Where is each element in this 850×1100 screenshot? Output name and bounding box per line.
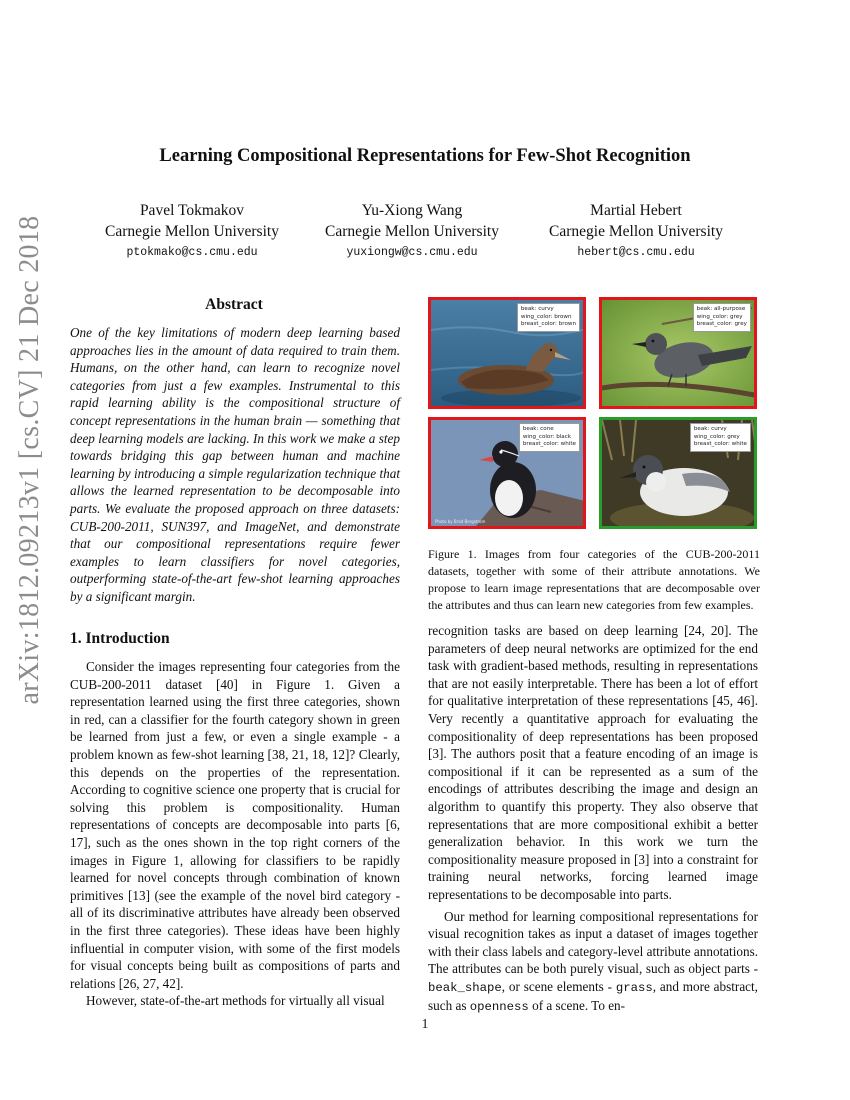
attribute-wing-color: wing_color: grey [693, 433, 740, 440]
attribute-beak: beak: curvy [520, 306, 554, 312]
code-term-openness: openness [469, 1000, 529, 1015]
author-2 [292, 200, 532, 263]
author-3 [516, 200, 756, 263]
right-paragraph-1: recognition tasks are based on deep learning [24, 20]. The parameters of deep neural networks are optimized for the end task with gradient-based methods, resulting in representations that are not easily interpretable. There has been a lot of effort for qualitative interpretation of these representations [45, 46]. Very recently a quantitative approach for evaluating the compositionality of deep representations has been proposed [3]. The authors posit that a feature encoding of an image is compositional if it can be represented as a sum of the encodings of attributes describing the image and design an algorithm to quantify this property. They also observe that representations that are more compositional exhibit a better generalization behavior. In this work we turn the compositionality measure proposed in [3] into a constraint for training neural networks, forcing learned image representations to be decomposable into parts. [428, 623, 758, 902]
attribute-breast-color: breast_color: grey [696, 321, 747, 327]
figure-panel-catbird [599, 297, 757, 409]
attribute-tag [693, 303, 751, 332]
author-1 [72, 200, 312, 263]
attribute-tag [519, 423, 580, 452]
code-term-grass: grass [615, 980, 653, 995]
right-column-body [428, 622, 758, 1017]
attribute-breast-color: breast_color: white [693, 441, 747, 447]
attribute-wing-color: wing_color: black [522, 433, 572, 440]
author-email[interactable]: ptokmako@cs.cmu.edu [126, 246, 258, 259]
attribute-beak: beak: all-purpose [696, 306, 746, 312]
attribute-wing-color: wing_color: brown [520, 313, 572, 320]
abstract-heading: Abstract [205, 296, 263, 313]
attribute-tag [690, 423, 751, 452]
right-paragraph-2 [428, 908, 758, 1018]
text-span: , and more abstract, such as [428, 978, 758, 1014]
code-term-beak-shape: beak_shape [428, 980, 502, 995]
attribute-breast-color: breast_color: white [522, 441, 576, 447]
figure-panel-auklet [428, 417, 586, 529]
author-name: Yu-Xiong Wang [361, 202, 463, 219]
attribute-beak: beak: curvy [693, 426, 727, 432]
author-name: Pavel Tokmakov [139, 202, 245, 219]
attribute-beak: beak: cone [522, 426, 554, 432]
author-name: Martial Hebert [590, 202, 682, 219]
arxiv-id: arXiv:1812.09213v1 [cs.CV] 21 Dec 2018 [14, 215, 45, 705]
figure-1 [428, 297, 760, 533]
photo-credit: Photo by Brad Bergstrom [435, 519, 486, 524]
author-affiliation: Carnegie Mellon University [549, 223, 723, 240]
intro-paragraph-1: Consider the images representing four categories from the CUB-200-2011 dataset [40] in Figure 1. Given a representation learned using the first three categories, shown in red, can a classifier for the fourth category shown in green be learned from just a few, or even a single example - a problem known as few-shot learning [38, 21, 18, 12]? Clearly, this depends on the properties of the representation. According to cognitive science one property that is crucial for solving this problem is compositionality. Human representations of concepts are decomposable into parts [6, 17], such as the ones shown in the top right corners of the images in Figure 1, allowing for classifiers to be rapidly learned for novel concepts through combination of known primitives [13] (see the example of the novel bird category - all of its discriminative attributes have already been observed in the first three categories). These ideas have been highly influential in computer vision, with some of the first models for visual concepts being built as compositions of parts and relations [26, 27, 42]. [70, 659, 400, 991]
intro-heading: 1. Introduction [70, 630, 170, 647]
author-affiliation: Carnegie Mellon University [105, 223, 279, 240]
attribute-tag [517, 303, 580, 332]
left-column-body [70, 658, 400, 1010]
figure-panel-gull [599, 417, 757, 529]
abstract-text: One of the key limitations of modern deep learning based approaches lies in the amount of data required to train them. Humans, on the other hand, can learn to recognize novel categories from just a few examples. Instrumental to this rapid learning ability is the compositional structure of concept representations in the human brain — something that deep learning models are lacking. In this work we make a step towards bridging this gap between human and machine learning by introducing a simple regularization technique that allows the learned representation to be decomposable into parts. We evaluate the proposed approach on three datasets: CUB-200-2011, SUN397, and ImageNet, and demonstrate that our compositional representations require fewer examples to learn classifiers for novel categories, outperforming state-of-the-art few-shot learning approaches by a significant margin. [70, 325, 400, 604]
figure-1-caption: Figure 1. Images from four categories of the CUB-200-2011 datasets, together with some of their attribute annotations. We propose to learn image representations that are decomposable over the attributes and thus can learn new categories from few examples. [428, 547, 760, 612]
intro-paragraph-2: However, state-of-the-art methods for virtually all visual [86, 993, 385, 1009]
text-span: of a scene. To en- [528, 998, 626, 1014]
page-number: 1 [421, 1016, 429, 1031]
attribute-wing-color: wing_color: grey [696, 313, 743, 320]
attribute-breast-color: breast_color: brown [520, 321, 576, 327]
text-span: Our method for learning compositional representations for visual recognition takes as input a dataset of images together with their class labels and category-level attribute annotations. The attributes can be both purely visual, such as object parts - [428, 908, 758, 977]
author-email[interactable]: hebert@cs.cmu.edu [577, 246, 695, 259]
author-affiliation: Carnegie Mellon University [325, 223, 499, 240]
text-span: , or scene elements - [501, 978, 616, 994]
paper-title: Learning Compositional Representations for Few-Shot Recognition [159, 146, 691, 166]
author-email[interactable]: yuxiongw@cs.cmu.edu [346, 246, 478, 259]
figure-panel-albatross [428, 297, 586, 409]
